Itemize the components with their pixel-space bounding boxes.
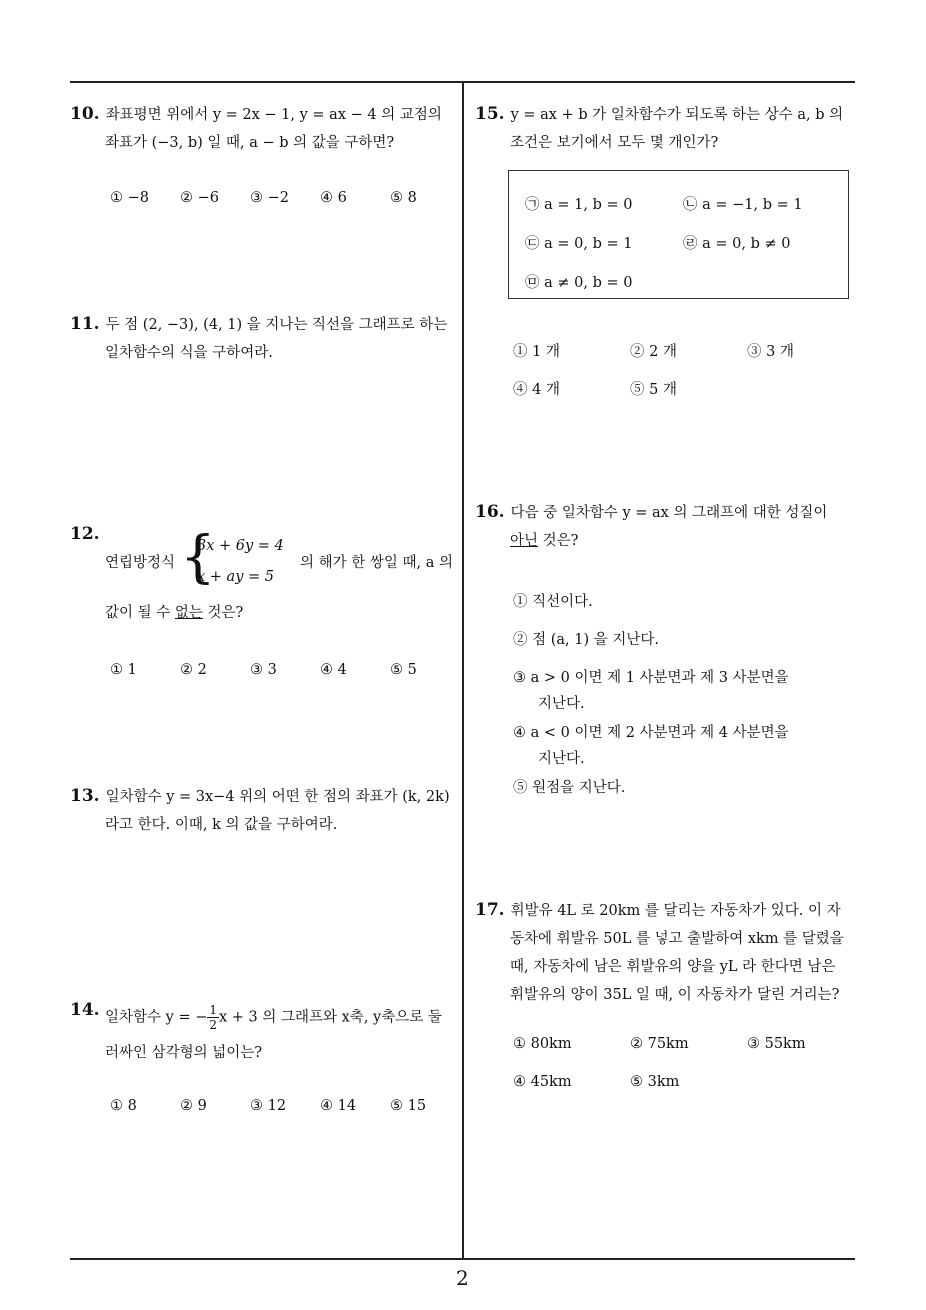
question-text: y = ax + b 가 일차함수가 되도록 하는 상수 a, b 의 (510, 107, 844, 123)
question-text: 때, 자동차에 남은 휘발유의 양을 yL 라 한다면 남은 (510, 959, 836, 975)
box-item-4: ㉣ a = 0, b ≠ 0 (683, 236, 791, 252)
equation-1: 3x + 6y = 4 (197, 538, 284, 554)
question-text: 동차에 휘발유 50L 를 넣고 출발하여 xkm 를 달렸을 (510, 931, 844, 947)
option-5[interactable]: ⑤ 15 (390, 1098, 427, 1114)
option-1[interactable]: ① 1 개 (513, 344, 560, 360)
question-16 (475, 498, 865, 555)
option-2[interactable]: ② 9 (180, 1098, 207, 1114)
question-text: 라고 한다. 이때, k 의 값을 구하여라. (105, 817, 338, 833)
option-4[interactable]: ④ 14 (320, 1098, 357, 1114)
question-text: 러싸인 삼각형의 넓이는? (105, 1045, 263, 1061)
option-2[interactable]: ② 2 개 (630, 344, 677, 360)
question-text: 휘발유의 양이 35L 일 때, 이 자동차가 달린 거리는? (510, 987, 840, 1003)
option-3[interactable]: ③ a > 0 이면 제 1 사분면과 제 3 사분면을 (513, 670, 789, 686)
system-brace: { (180, 525, 216, 590)
option-2[interactable]: ② 2 (180, 662, 207, 678)
question-12 (70, 520, 106, 549)
option-1[interactable]: ① 80km (513, 1036, 572, 1052)
question-number: 15. (475, 104, 505, 124)
question-10 (70, 100, 460, 157)
question-number: 13. (70, 786, 100, 806)
question-text: 아닌 것은? (510, 533, 579, 549)
question-number: 11. (70, 314, 100, 334)
question-11 (70, 310, 460, 367)
option-1[interactable]: ① 직선이다. (513, 594, 593, 610)
fraction-one-half: $\frac{1}{2}$ (209, 1003, 217, 1032)
question-text: 의 해가 한 쌍일 때, a 의 (300, 555, 453, 571)
option-3[interactable]: ③ 3 (250, 662, 277, 678)
option-5[interactable]: ⑤ 3km (630, 1074, 680, 1090)
option-2[interactable]: ② −6 (180, 190, 219, 206)
box-item-3: ㉢ a = 0, b = 1 (525, 236, 633, 252)
option-4[interactable]: ④ 45km (513, 1074, 572, 1090)
option-5[interactable]: ⑤ 5 개 (630, 382, 677, 398)
box-item-5: ㉤ a ≠ 0, b = 0 (525, 275, 633, 291)
option-3[interactable]: ③ −2 (250, 190, 289, 206)
bottom-rule (70, 1258, 855, 1260)
question-number: 16. (475, 502, 505, 522)
option-1[interactable]: ① −8 (110, 190, 149, 206)
question-15 (475, 100, 865, 157)
question-text: 일차함수의 식을 구하여라. (105, 345, 273, 361)
question-text: 일차함수 y = − $\frac{1}{2}$ x + 3 의 그래프와 x축, y축으로 둘 (105, 1003, 442, 1032)
option-5[interactable]: ⑤ 원점을 지난다. (513, 780, 626, 796)
option-5[interactable]: ⑤ 8 (390, 190, 417, 206)
box-item-2: ㉡ a = −1, b = 1 (683, 197, 803, 213)
question-text: 좌표가 (−3, b) 일 때, a − b 의 값을 구하면? (105, 135, 395, 151)
option-2[interactable]: ② 점 (a, 1) 을 지난다. (513, 632, 659, 648)
question-14 (70, 996, 106, 1025)
equation-2: x + ay = 5 (197, 569, 274, 585)
option-3[interactable]: ③ 55km (747, 1036, 806, 1052)
question-text: 좌표평면 위에서 y = 2x − 1, y = ax − 4 의 교점의 (105, 107, 442, 123)
question-text: 다음 중 일차함수 y = ax 의 그래프에 대한 성질이 (510, 505, 828, 521)
column-divider (462, 81, 464, 1259)
question-number: 12. (70, 524, 100, 544)
question-number: 14. (70, 1000, 100, 1020)
option-5[interactable]: ⑤ 5 (390, 662, 417, 678)
option-1[interactable]: ① 1 (110, 662, 137, 678)
option-3[interactable]: ③ 3 개 (747, 344, 794, 360)
option-4[interactable]: ④ a < 0 이면 제 2 사분면과 제 4 사분면을 (513, 725, 789, 741)
question-number: 10. (70, 104, 100, 124)
option-1[interactable]: ① 8 (110, 1098, 137, 1114)
option-4-cont: 지난다. (538, 751, 585, 767)
option-4[interactable]: ④ 4 (320, 662, 347, 678)
question-text: 일차함수 y = 3x−4 위의 어떤 한 점의 좌표가 (k, 2k) (105, 789, 450, 805)
option-2[interactable]: ② 75km (630, 1036, 689, 1052)
option-3-cont: 지난다. (538, 696, 585, 712)
question-text: 휘발유 4L 로 20km 를 달리는 자동차가 있다. 이 자 (510, 903, 841, 919)
page-number: 2 (456, 1266, 469, 1290)
option-4[interactable]: ④ 4 개 (513, 382, 560, 398)
option-3[interactable]: ③ 12 (250, 1098, 287, 1114)
question-text: 조건은 보기에서 모두 몇 개인가? (510, 135, 719, 151)
question-number: 17. (475, 900, 505, 920)
question-text: 값이 될 수 없는 것은? (105, 605, 244, 621)
question-text: 연립방정식 (105, 555, 176, 571)
option-4[interactable]: ④ 6 (320, 190, 347, 206)
question-text: 두 점 (2, −3), (4, 1) 을 지나는 직선을 그래프로 하는 (105, 317, 448, 333)
question-17 (475, 896, 865, 1009)
box-item-1: ㉠ a = 1, b = 0 (525, 197, 633, 213)
question-13 (70, 782, 460, 839)
